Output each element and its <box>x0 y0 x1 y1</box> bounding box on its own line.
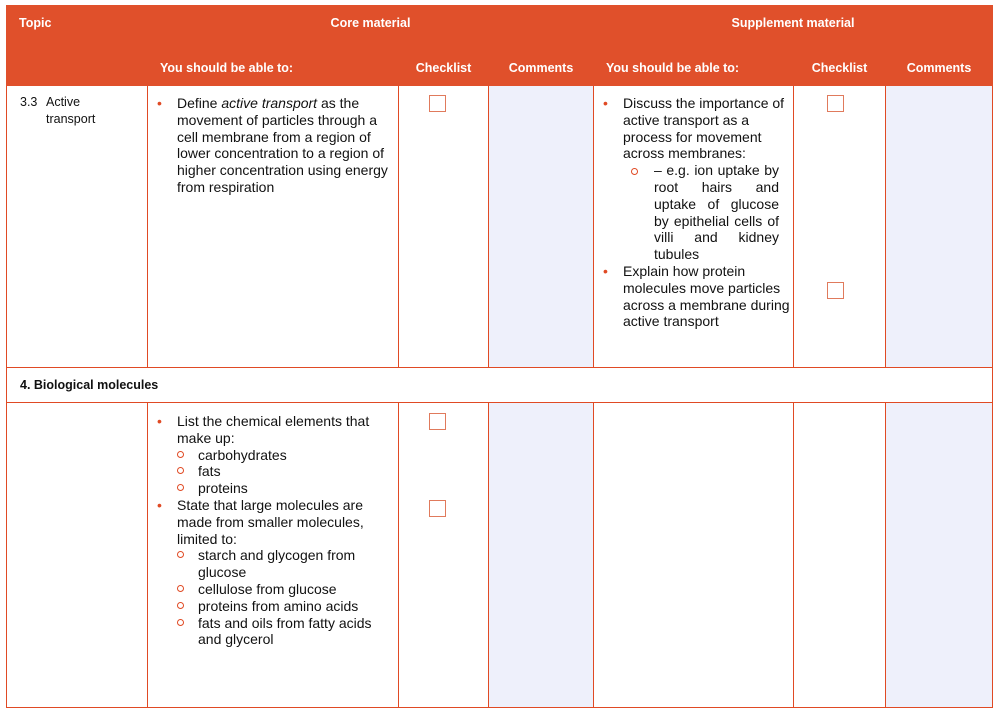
header-row-1 <box>7 6 993 51</box>
checklist-table <box>6 5 993 708</box>
topic-name-line2: transport <box>46 112 96 126</box>
circle-bullet-icon <box>177 484 184 491</box>
core-checklist-cell <box>399 86 489 368</box>
item-text: Explain how protein molecules move particles across a membrane during active transport <box>623 262 790 330</box>
supplement-material-cell <box>594 403 794 708</box>
header-you-should-core: You should be able to: <box>148 51 399 86</box>
sub-list-item: starch and glycogen from glucose <box>177 547 394 581</box>
header-topic: Topic <box>7 6 148 51</box>
table-row <box>7 86 993 368</box>
table-row <box>7 403 993 708</box>
list-item <box>148 497 394 648</box>
list-item <box>148 95 394 196</box>
topic-cell <box>7 86 148 368</box>
checkbox-icon[interactable] <box>429 500 446 517</box>
list-item <box>594 263 793 330</box>
item-text-suffix: as the movement of particles through a cell membrane from a region of lower concentration to a region of higher concentration using energy from respiration <box>177 95 388 195</box>
circle-bullet-icon <box>177 602 184 609</box>
circle-bullet-icon <box>177 585 184 592</box>
core-comments-cell[interactable] <box>489 403 594 708</box>
topic-number: 3.3 <box>20 95 38 109</box>
sub-list-item: fats <box>177 463 394 480</box>
sub-list-item: proteins from amino acids <box>177 598 394 615</box>
circle-bullet-icon <box>631 168 638 175</box>
supplement-material-cell <box>594 86 794 368</box>
header-comments-supp: Comments <box>886 51 993 86</box>
circle-bullet-icon <box>177 451 184 458</box>
item-text: List the chemical elements that make up: <box>177 413 370 446</box>
item-text: Discuss the importance of active transport as a process for movement across membranes: <box>623 95 785 162</box>
circle-bullet-icon <box>177 467 184 474</box>
sub-list-item: fats and oils from fatty acids and glycerol <box>177 615 394 649</box>
item-text-prefix: Define <box>177 95 222 111</box>
checkbox-icon[interactable] <box>827 95 844 112</box>
supp-checklist-cell <box>794 86 886 368</box>
list-item <box>594 95 793 263</box>
header-core-material: Core material <box>148 6 594 51</box>
sub-list-item <box>623 162 793 263</box>
circle-bullet-icon <box>177 551 184 558</box>
sub-list-item: proteins <box>177 480 394 497</box>
supp-checklist-cell <box>794 403 886 708</box>
header-topic-blank <box>7 51 148 86</box>
checkbox-icon[interactable] <box>429 95 446 112</box>
bullet-icon: • <box>157 496 162 513</box>
bullet-icon: • <box>603 262 608 279</box>
checkbox-icon[interactable] <box>429 413 446 430</box>
list-item <box>148 413 394 497</box>
core-comments-cell[interactable] <box>489 86 594 368</box>
header-row-2 <box>7 51 993 86</box>
item-text-emphasis: active transport <box>221 95 318 111</box>
section-row <box>7 368 993 403</box>
core-material-cell <box>148 403 399 708</box>
bullet-icon: • <box>157 95 162 111</box>
header-supplement-material: Supplement material <box>594 6 993 51</box>
sub-list-item: carbohydrates <box>177 447 394 464</box>
topic-cell <box>7 403 148 708</box>
header-you-should-supp: You should be able to: <box>594 51 794 86</box>
topic-name-line1: Active <box>46 95 81 109</box>
supp-comments-cell[interactable] <box>886 86 993 368</box>
core-checklist-cell <box>399 403 489 708</box>
topic-name <box>46 94 95 128</box>
core-material-cell <box>148 86 399 368</box>
circle-bullet-icon <box>177 619 184 626</box>
sub-item-text: – e.g. ion uptake by root hairs and uptake of glucose by epithelial cells of villi and kidney tubules <box>654 162 779 263</box>
bullet-icon: • <box>603 95 608 111</box>
item-text: State that large molecules are made from smaller molecules, limited to: <box>177 496 364 547</box>
sub-list-item: cellulose from glucose <box>177 581 394 598</box>
bullet-icon: • <box>157 413 162 429</box>
header-comments-core: Comments <box>489 51 594 86</box>
checkbox-icon[interactable] <box>827 282 844 299</box>
header-checklist-core: Checklist <box>399 51 489 86</box>
header-checklist-supp: Checklist <box>794 51 886 86</box>
section-title: 4. Biological molecules <box>7 368 993 403</box>
supp-comments-cell[interactable] <box>886 403 993 708</box>
